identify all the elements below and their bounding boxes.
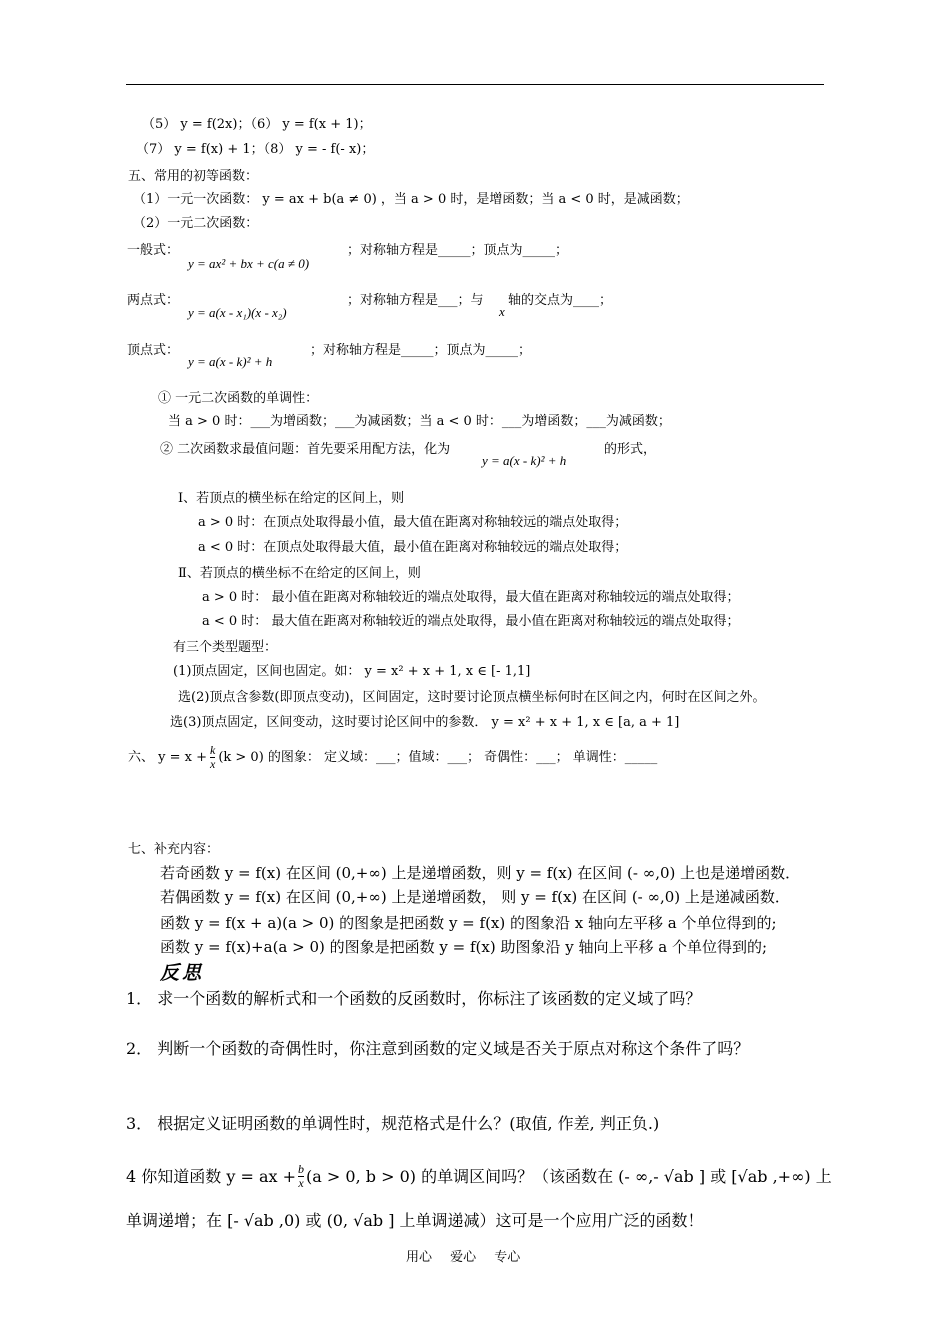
case-2-a-negative: a < 0 时： 最大值在距离对称轴较近的端点处取得，最小值在距离对称轴较远的端点处取得；	[202, 614, 740, 629]
question-4-text: (a > 0, b > 0) 的单调区间吗？（该函数在 (- ∞,- √ab ] 或 [√ab ,+∞) 上	[306, 1167, 832, 1187]
extremum-title-end: 的形式，	[604, 442, 657, 457]
vertex-form-formula: y = a(x - k)² + h	[188, 354, 273, 369]
question-4-prefix: 4 你知道函数 y = ax +	[126, 1167, 297, 1187]
extremum-title: ② 二次函数求最值问题：首先要采用配方法，化为	[160, 442, 451, 457]
horizontal-shift-property: 函数 y = f(x + a)(a > 0) 的图象是把函数 y = f(x) 的图象沿 x 轴向左平移 a 个单位得到的;	[160, 914, 777, 932]
case-2-title: Ⅱ、若顶点的横坐标不在给定的区间上，则	[178, 566, 421, 581]
reflection-question-2: 2． 判断一个函数的奇偶性时，你注意到函数的定义域是否关于原点对称这个条件了吗？	[126, 1039, 750, 1058]
line-7-8: （7） y = f(x) + 1；（8） y = - f(- x)；	[136, 142, 375, 157]
case-1-a-positive: a > 0 时：在顶点处取得最小值，最大值在距离对称轴较远的端点处取得；	[198, 515, 628, 530]
even-function-property: 若偶函数 y = f(x) 在区间 (0,+∞) 上是递增函数， 则 y = f(x) 在区间 (- ∞,0) 上是递减函数．	[160, 888, 790, 906]
monotonicity-line: 当 a > 0 时：___为增函数；___为减函数；当 a < 0 时：___为增函数；___为减函数；	[168, 414, 671, 429]
section-5-title: 五、常用的初等函数：	[128, 169, 259, 184]
odd-function-property: 若奇函数 y = f(x) 在区间 (0,+∞) 上是递增函数，则 y = f(x) 在区间 (- ∞,0) 上也是递增函数．	[160, 864, 801, 882]
case-2-a-positive: a > 0 时： 最小值在距离对称轴较近的端点处取得，最大值在距离对称轴较远的端点处取得；	[202, 590, 740, 605]
two-point-form-questions-2: 轴的交点为____；	[508, 293, 613, 308]
reflection-question-3: 3． 根据定义证明函数的单调性时，规范格式是什么？(取值, 作差, 判正负.)	[126, 1114, 660, 1133]
quadratic-function-title: （2）一元二次函数：	[133, 216, 259, 231]
general-form-formula: y = ax² + bx + c(a ≠ 0)	[188, 256, 310, 271]
question-type-2: 选(2)顶点含参数(即顶点变动)，区间固定，这时要讨论顶点横坐标何时在区间之内，何时在区间之外。	[178, 690, 766, 705]
vertex-form-label: 顶点式：	[127, 343, 180, 358]
reflection-question-4	[126, 1163, 832, 1190]
section-7-title: 七、补充内容：	[128, 842, 220, 857]
case-1-a-negative: a < 0 时：在顶点处取得最大值，最小值在距离对称轴较远的端点处取得；	[198, 540, 628, 555]
section-6-questions: (k > 0) 的图象： 定义域：___；值域：___； 奇偶性：___； 单调性：_____	[218, 749, 658, 765]
page-footer: 用心 爱心 专心	[406, 1250, 521, 1265]
section-6-prefix: 六、 y = x +	[128, 749, 207, 765]
two-point-form-questions: ；对称轴方程是___；与	[347, 293, 484, 308]
two-point-form-label: 两点式：	[127, 293, 180, 308]
vertical-shift-property: 函数 y = f(x)+a(a > 0) 的图象是把函数 y = f(x) 助图象沿 y 轴向上平移 a 个单位得到的;	[160, 938, 768, 956]
header-rule	[126, 84, 824, 85]
vertex-form-questions: ；对称轴方程是_____；顶点为_____；	[310, 343, 532, 358]
question-type-1: (1)顶点固定，区间也固定。如： y = x² + x + 1, x ∈ [- 1,1]	[173, 664, 531, 679]
fraction-denominator: x	[298, 1176, 304, 1191]
b-over-x-fraction	[298, 1163, 304, 1190]
fraction-denominator: x	[210, 757, 216, 772]
line-5-6: （5） y = f(2x)；（6） y = f(x + 1)；	[142, 117, 372, 132]
fraction-numerator: k	[210, 743, 216, 757]
k-over-x-fraction	[210, 744, 215, 771]
x-variable: x	[499, 304, 505, 319]
case-1-title: Ⅰ、若顶点的横坐标在给定的区间上，则	[178, 491, 405, 506]
reflection-question-1: 1． 求一个函数的解析式和一个函数的反函数时，你标注了该函数的定义域了吗？	[126, 989, 702, 1008]
general-form-label: 一般式：	[127, 243, 180, 258]
question-types-title: 有三个类型题型：	[173, 640, 278, 655]
section-6-line	[128, 744, 657, 771]
two-point-form-formula: y = a(x - x₁)(x - x₂)	[188, 305, 287, 320]
extremum-formula: y = a(x - k)² + h	[482, 453, 567, 468]
reflection-heading: 反思	[160, 962, 205, 984]
fraction-numerator: b	[298, 1162, 305, 1176]
question-4-continued: 单调递增；在 [- √ab ,0) 或 (0, √ab ] 上单调递减）这可是一个应用广泛的函数！	[126, 1211, 704, 1230]
question-type-3: 选(3)顶点固定，区间变动，这时要讨论区间中的参数． y = x² + x + 1, x ∈ [a, a + 1]	[170, 715, 680, 730]
general-form-questions: ；对称轴方程是_____；顶点为_____；	[347, 243, 569, 258]
linear-function-line: （1）一元一次函数： y = ax + b(a ≠ 0) ，当 a > 0 时，是增函数；当 a < 0 时，是减函数；	[133, 192, 689, 207]
monotonicity-title: ① 一元二次函数的单调性：	[158, 391, 319, 406]
